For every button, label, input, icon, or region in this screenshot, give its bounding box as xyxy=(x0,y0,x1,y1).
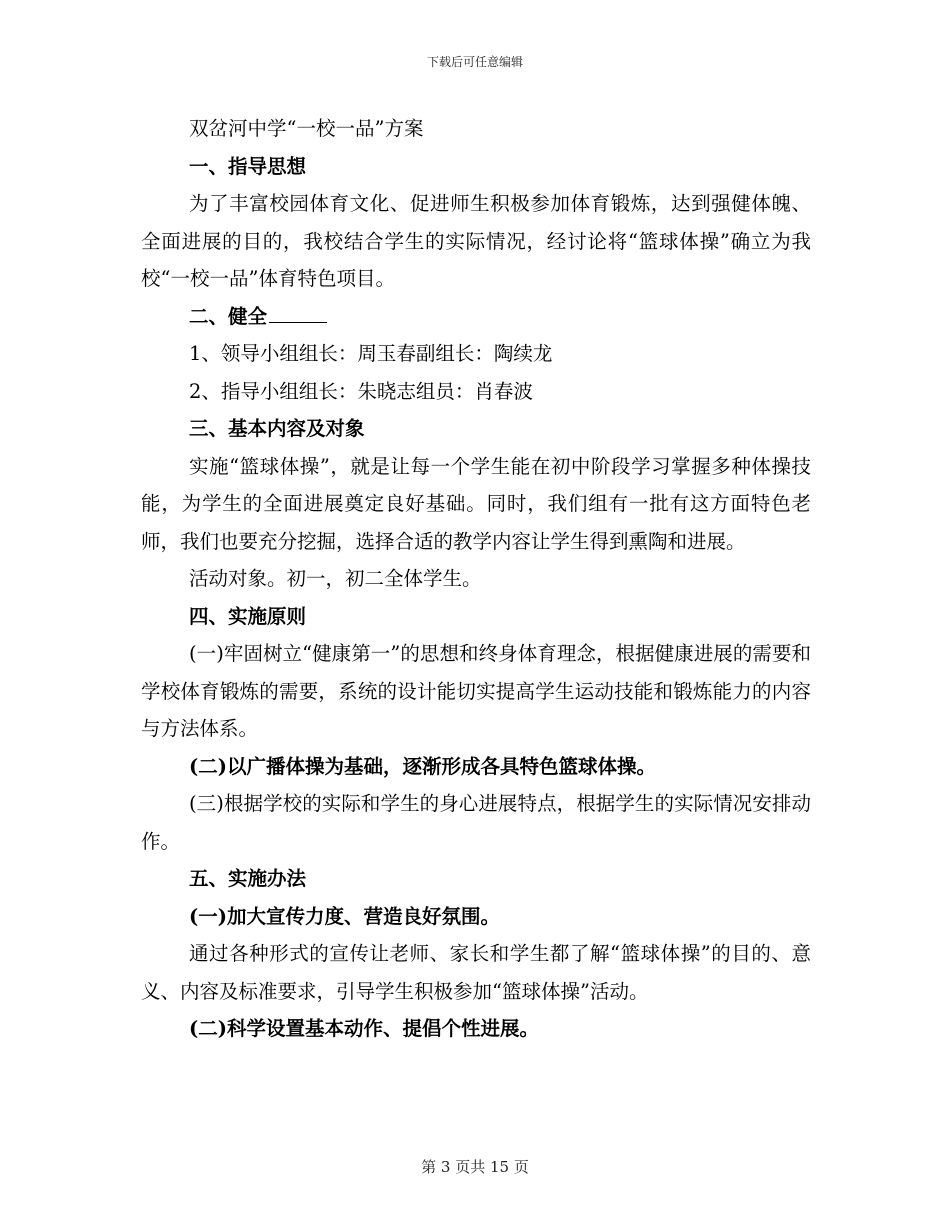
section-4-principle-2: (二)以广播体操为基础，逐渐形成各具特色篮球体操。 xyxy=(189,754,656,778)
section-5-subheading-1: (一)加大宣传力度、营造良好氛围。 xyxy=(189,904,500,928)
section-heading-3: 三、基本内容及对象 xyxy=(189,417,365,440)
section-heading-2 xyxy=(141,298,811,336)
section-2-item-1: 1、领导小组组长：周玉春副组长：陶续龙 xyxy=(189,342,553,365)
page-header: 下载后可任意编辑 xyxy=(426,55,523,69)
section-heading-4: 四、实施原则 xyxy=(189,604,307,628)
blank-underline xyxy=(269,298,327,323)
section-2-item-2: 2、指导小组组长：朱晓志组员：肖春波 xyxy=(189,379,533,403)
section-5-subheading-2: (二)科学设置基本动作、提倡个性进展。 xyxy=(189,1017,539,1040)
section-4-principle-3: (三)根据学校的实际和学生的身心进展特点，根据学生的实际情况安排动作。 xyxy=(141,792,811,853)
section-heading-5: 五、实施办法 xyxy=(189,867,307,890)
section-3-target: 活动对象。初一，初二全体学生。 xyxy=(189,567,482,590)
section-5-paragraph-1: 通过各种形式的宣传让老师、家长和学生都了解“篮球体操”的目的、意义、内容及标准要求，引导学生积极参加“篮球体操”活动。 xyxy=(141,942,811,1003)
section-3-paragraph: 实施“篮球体操”，就是让每一个学生能在初中阶段学习掌握多种体操技能，为学生的全面进展奠定良好基础。同时，我们组有一批有这方面特色老师，我们也要充分挖掘，选择合适的教学内容让学生得到熏陶和进展。 xyxy=(141,454,811,553)
document-body xyxy=(141,110,811,1048)
section-heading-1: 一、指导思想 xyxy=(189,154,307,178)
section-heading-2-text: 二、健全 xyxy=(189,304,268,328)
page-footer: 第 3 页共 15 页 xyxy=(421,1158,529,1176)
section-4-principle-1: (一)牢固树立“健康第一”的思想和终身体育理念，根据健康进展的需要和学校体育锻炼的需要，系统的设计能切实提高学生运动技能和锻炼能力的内容与方法体系。 xyxy=(141,642,811,740)
section-1-paragraph: 为了丰富校园体育文化、促进师生积极参加体育锻炼，达到强健体魄、全面进展的目的，我校结合学生的实际情况，经讨论将“篮球体操”确立为我校“一校一品”体育特色项目。 xyxy=(141,192,811,290)
document-title: 双岔河中学“一校一品”方案 xyxy=(189,117,424,140)
